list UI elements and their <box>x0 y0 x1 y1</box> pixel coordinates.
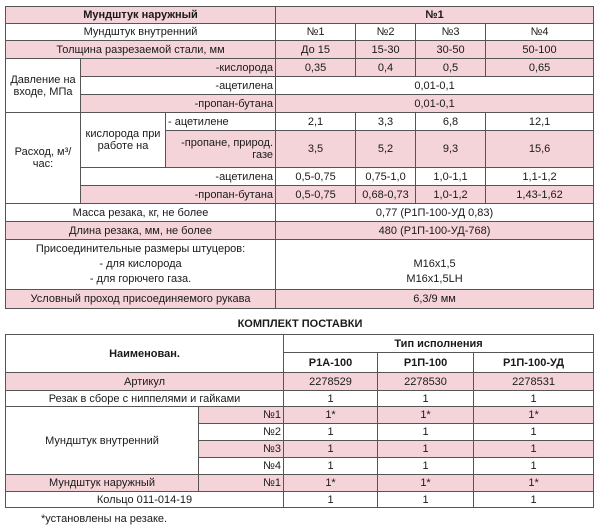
length-value: 480 (Р1П-100-УД-768) <box>276 222 594 240</box>
kit-assembly-value: 1 <box>284 391 378 407</box>
inner-value: №3 <box>416 24 486 41</box>
flow-label: Расход, м³/час: <box>6 113 81 204</box>
flow-oxy-propane-value: 9,3 <box>416 131 486 168</box>
connect-fuel-value: М16х1,5LH <box>406 272 463 285</box>
pressure-oxygen-value: 0,4 <box>356 59 416 77</box>
hose-value: 6,3/9 мм <box>276 290 594 309</box>
connect-label: Присоединительные размеры штуцеров: <box>35 243 246 255</box>
kit-article: 2278529 <box>284 373 378 391</box>
kit-article: 2278530 <box>378 373 474 391</box>
kit-inner-value: 1 <box>378 441 474 458</box>
kit-inner-label: Мундштук внутренний <box>6 407 199 475</box>
spec-row-flow-oxy-acetylene <box>6 113 594 131</box>
flow-acetylene-label: -ацетилена <box>81 168 276 186</box>
flow-oxy-acetylene-value: 12,1 <box>486 113 594 131</box>
kit-ring-value: 1 <box>378 492 474 508</box>
pressure-acetylene-value: 0,01-0,1 <box>276 77 594 95</box>
kit-name-header: Наименован. <box>6 335 284 373</box>
kit-outer-num: №1 <box>199 475 284 492</box>
kit-row-assembly <box>6 391 594 407</box>
kit-model: Р1П-100-УД <box>474 353 594 373</box>
flow-acetylene-value: 0,75-1,0 <box>356 168 416 186</box>
connect-cell <box>6 240 276 290</box>
connect-values-cell <box>276 240 594 290</box>
inner-value: №2 <box>356 24 416 41</box>
spec-row-thickness <box>6 41 594 59</box>
inner-value: №4 <box>486 24 594 41</box>
flow-propane-value: 1,0-1,2 <box>416 186 486 204</box>
hose-label: Условный проход присоединяемого рукава <box>6 290 276 309</box>
flow-oxy-acetylene-value: 2,1 <box>276 113 356 131</box>
kit-row-header-top <box>6 335 594 353</box>
kit-inner-value: 1 <box>284 441 378 458</box>
pressure-oxygen-value: 0,65 <box>486 59 594 77</box>
flow-propane-value: 1,43-1,62 <box>486 186 594 204</box>
outer-label: Мундштук наружный <box>6 7 276 24</box>
spec-row-hose <box>6 290 594 309</box>
thickness-value: 15-30 <box>356 41 416 59</box>
kit-row-outer <box>6 475 594 492</box>
kit-inner-value: 1 <box>378 458 474 475</box>
kit-ring-value: 1 <box>474 492 594 508</box>
spec-row-flow-propane <box>6 186 594 204</box>
thickness-value: 30-50 <box>416 41 486 59</box>
thickness-value: До 15 <box>276 41 356 59</box>
flow-oxy-acetylene-value: 3,3 <box>356 113 416 131</box>
kit-row-ring <box>6 492 594 508</box>
kit-ring-value: 1 <box>284 492 378 508</box>
kit-inner-num: №1 <box>199 407 284 424</box>
kit-inner-value: 1* <box>378 407 474 424</box>
flow-acetylene-value: 0,5-0,75 <box>276 168 356 186</box>
mass-value: 0,77 (Р1П-100-УД 0,83) <box>276 204 594 222</box>
flow-acetylene-value: 1,1-1,2 <box>486 168 594 186</box>
kit-table <box>5 334 594 508</box>
kit-inner-value: 1 <box>284 458 378 475</box>
pressure-oxygen-value: 0,5 <box>416 59 486 77</box>
kit-title: КОМПЛЕКТ ПОСТАВКИ <box>237 318 363 330</box>
kit-inner-value: 1 <box>474 424 594 441</box>
kit-inner-num: №2 <box>199 424 284 441</box>
kit-outer-value: 1* <box>474 475 594 492</box>
spec-row-length <box>6 222 594 240</box>
spec-row-mass <box>6 204 594 222</box>
thickness-label: Толщина разрезаемой стали, мм <box>6 41 276 59</box>
kit-outer-value: 1* <box>284 475 378 492</box>
kit-inner-num: №4 <box>199 458 284 475</box>
flow-oxy-propane-value: 3,5 <box>276 131 356 168</box>
footnote: *установлены на резаке. <box>41 513 168 525</box>
length-label: Длина резака, мм, не более <box>6 222 276 240</box>
kit-inner-value: 1* <box>474 407 594 424</box>
kit-model: Р1П-100 <box>378 353 474 373</box>
kit-inner-value: 1 <box>474 458 594 475</box>
kit-assembly-label: Резак в сборе с ниппелями и гайками <box>6 391 284 407</box>
flow-oxy-propane-label: -пропане, природ. газе <box>166 131 276 168</box>
kit-inner-value: 1* <box>284 407 378 424</box>
kit-assembly-value: 1 <box>378 391 474 407</box>
kit-article-label: Артикул <box>6 373 284 391</box>
kit-article: 2278531 <box>474 373 594 391</box>
spec-row-pressure-oxygen <box>6 59 594 77</box>
spec-row-inner <box>6 24 594 41</box>
pressure-propane-label: -пропан-бутана <box>81 95 276 113</box>
kit-model: Р1А-100 <box>284 353 378 373</box>
pressure-oxygen-label: -кислорода <box>81 59 276 77</box>
inner-value: №1 <box>276 24 356 41</box>
spec-row-outer <box>6 7 594 24</box>
kit-row-article <box>6 373 594 391</box>
inner-label: Мундштук внутренний <box>6 24 276 41</box>
spec-row-connect <box>6 240 594 290</box>
flow-propane-label: -пропан-бутана <box>81 186 276 204</box>
flow-propane-value: 0,68-0,73 <box>356 186 416 204</box>
kit-row-inner-1 <box>6 407 594 424</box>
kit-ring-label: Кольцо 011-014-19 <box>6 492 284 508</box>
spec-table <box>5 6 594 309</box>
flow-acetylene-value: 1,0-1,1 <box>416 168 486 186</box>
kit-inner-value: 1 <box>284 424 378 441</box>
pressure-label: Давление на входе, МПа <box>6 59 81 113</box>
kit-outer-label: Мундштук наружный <box>6 475 199 492</box>
mass-label: Масса резака, кг, не более <box>6 204 276 222</box>
flow-oxygen-label: кислорода при работе на <box>81 113 166 168</box>
connect-oxygen-label: - для кислорода <box>99 258 182 270</box>
flow-oxy-propane-value: 5,2 <box>356 131 416 168</box>
pressure-propane-value: 0,01-0,1 <box>276 95 594 113</box>
flow-oxy-acetylene-label: - ацетилене <box>166 113 276 131</box>
kit-inner-value: 1 <box>474 441 594 458</box>
flow-oxy-acetylene-value: 6,8 <box>416 113 486 131</box>
flow-propane-value: 0,5-0,75 <box>276 186 356 204</box>
kit-outer-value: 1* <box>378 475 474 492</box>
spec-row-pressure-acetylene <box>6 77 594 95</box>
kit-inner-value: 1 <box>378 424 474 441</box>
thickness-value: 50-100 <box>486 41 594 59</box>
kit-type-header: Тип исполнения <box>284 335 594 353</box>
pressure-oxygen-value: 0,35 <box>276 59 356 77</box>
spec-row-flow-acetylene <box>6 168 594 186</box>
pressure-acetylene-label: -ацетилена <box>81 77 276 95</box>
outer-value: №1 <box>276 7 594 24</box>
flow-oxy-propane-value: 15,6 <box>486 131 594 168</box>
spec-row-pressure-propane <box>6 95 594 113</box>
connect-fuel-label: - для горючего газа. <box>89 273 192 285</box>
kit-assembly-value: 1 <box>474 391 594 407</box>
connect-oxygen-value: М16х1,5 <box>413 257 456 270</box>
kit-inner-num: №3 <box>199 441 284 458</box>
